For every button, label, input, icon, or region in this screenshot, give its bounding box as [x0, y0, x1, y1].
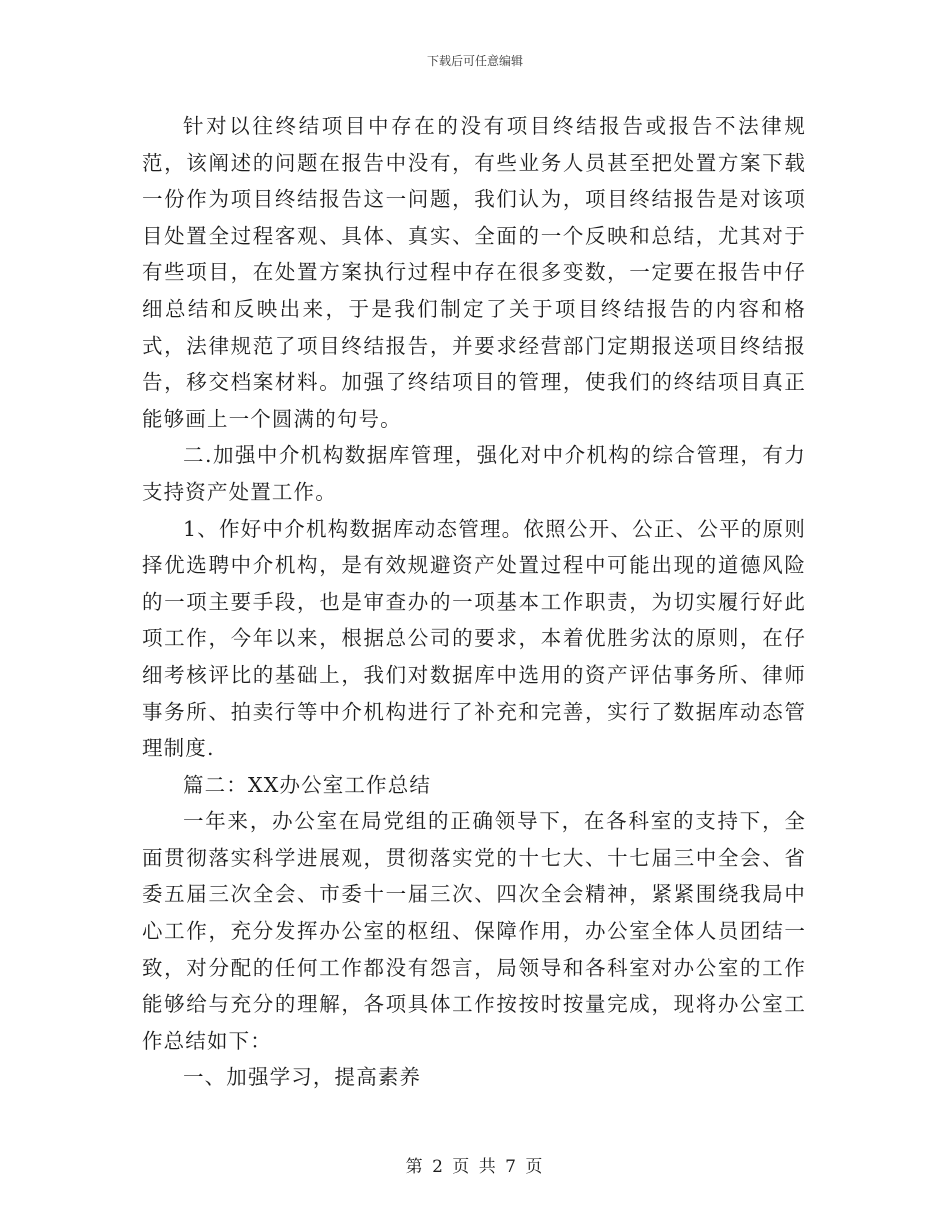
paragraph-dynamic-database-management: 1、作好中介机构数据库动态管理。依照公开、公正、公平的原则择优选聘中介机构，是有效规避资产处置过程中可能出现的道德风险的一项主要手段，也是审查办的一项基本工作职责，为切实履行好此项工作，今年以来，根据总公司的要求，本着优胜劣汰的原则，在仔细考核评比的基础上，我们对数据库中选用的资产评估事务所、律师事务所、拍卖行等中介机构进行了补充和完善，实行了数据库动态管理制度. [142, 516, 806, 761]
article-title-office-summary: 篇二：XX办公室工作总结 [183, 772, 431, 797]
paragraph-project-termination-report: 针对以往终结项目中存在的没有项目终结报告或报告不法律规范，该阐述的问题在报告中没有，有些业务人员甚至把处置方案下载一份作为项目终结报告这一问题，我们认为，项目终结报告是对该项目处置全过程客观、具体、真实、全面的一个反映和总结，尤其对于有些项目，在处置方案执行过程中存在很多变数，一定要在报告中仔细总结和反映出来，于是我们制定了关于项目终结报告的内容和格式，法律规范了项目终结报告，并要求经营部门定期报送项目终结报告，移交档案材料。加强了终结项目的管理，使我们的终结项目真正能够画上一个圆满的句号。 [142, 114, 806, 431]
document-body [142, 108, 806, 1096]
page-number-footer: 第 2 页 共 7 页 [405, 1157, 545, 1177]
paragraph-office-year-summary: 一年来，办公室在局党组的正确领导下，在各科室的支持下，全面贯彻落实科学进展观，贯彻落实党的十七大、十七届三中全会、省委五届三次全会、市委十一届三次、四次全会精神，紧紧围绕我局中心工作，充分发挥办公室的枢纽、保障作用，办公室全体人员团结一致，对分配的任何工作都没有怨言，局领导和各科室对办公室的工作能够给与充分的理解，各项具体工作按按时按量完成，现将办公室工作总结如下： [142, 809, 806, 1053]
page-header: 下载后可任意编辑 [426, 54, 523, 68]
section-heading-study-quality: 一、加强学习，提高素养 [183, 1065, 422, 1090]
section-heading-intermediary-database: 二.加强中介机构数据库管理，强化对中介机构的综合管理，有力支持资产处置工作。 [142, 443, 806, 504]
